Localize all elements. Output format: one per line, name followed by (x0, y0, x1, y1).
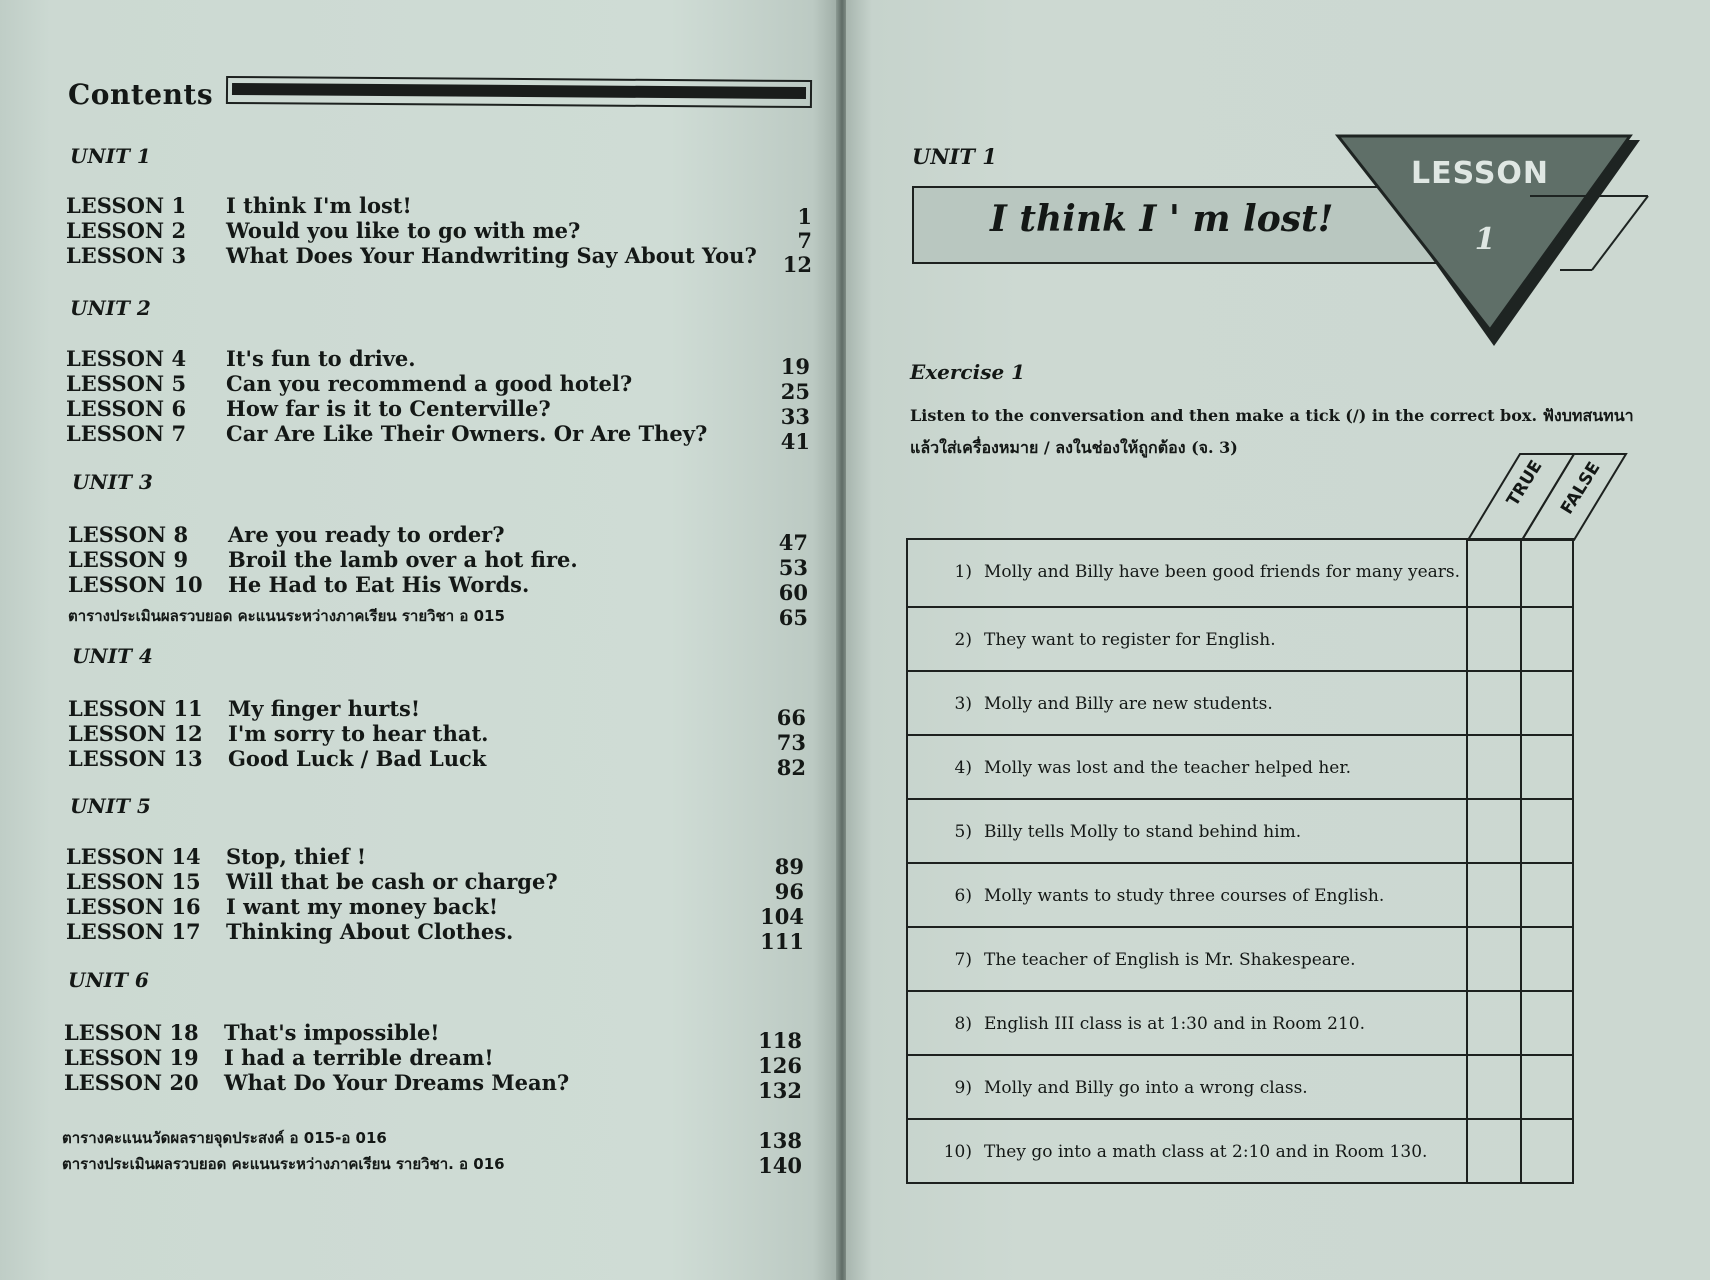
statement-text: Molly was lost and the teacher helped her. (984, 758, 1352, 778)
lesson-number: LESSON 10 (68, 572, 203, 597)
true-checkbox[interactable] (1468, 992, 1522, 1054)
true-false-table (906, 538, 1574, 1184)
statement-cell (908, 672, 1468, 734)
toc-entry[interactable] (66, 346, 812, 371)
page-number: 41 (780, 429, 810, 454)
unit-1-label: UNIT 1 (70, 144, 151, 168)
toc-entry[interactable] (68, 696, 814, 721)
false-checkbox[interactable] (1522, 928, 1576, 990)
lesson-number: LESSON 9 (68, 547, 189, 572)
false-column-header: FALSE (1557, 458, 1605, 518)
toc-entry[interactable] (68, 746, 814, 771)
statement-cell (908, 1120, 1468, 1182)
statement-cell (908, 540, 1468, 606)
statement-cell (908, 800, 1468, 862)
toc-entry[interactable] (68, 522, 814, 547)
statement-cell (908, 608, 1468, 670)
lesson-title: Are you ready to order? (228, 522, 505, 547)
statement-number: 7) (954, 950, 972, 970)
lesson-number: LESSON 11 (68, 696, 203, 721)
page-number: 140 (758, 1153, 802, 1178)
lesson-number: LESSON 7 (66, 421, 187, 446)
lesson-number: LESSON 14 (66, 844, 201, 869)
statement-text: Molly and Billy have been good friends for many years. (984, 562, 1461, 582)
page-number: 89 (774, 854, 804, 879)
false-checkbox[interactable] (1522, 540, 1576, 606)
statement-text: They go into a math class at 2:10 and in Room 130. (984, 1142, 1428, 1162)
false-checkbox[interactable] (1522, 608, 1576, 670)
statement-number: 5) (954, 822, 972, 842)
true-checkbox[interactable] (1468, 608, 1522, 670)
statement-text: The teacher of English is Mr. Shakespeare. (984, 950, 1356, 970)
lesson-number: LESSON 20 (64, 1070, 199, 1095)
statement-row (908, 990, 1572, 1054)
page-number: 104 (760, 904, 804, 929)
lesson-number: LESSON 2 (66, 218, 187, 243)
toc-entry[interactable] (68, 547, 814, 572)
toc-entry[interactable] (64, 1045, 810, 1070)
false-checkbox[interactable] (1522, 1056, 1576, 1118)
false-checkbox[interactable] (1522, 992, 1576, 1054)
toc-entry[interactable] (66, 243, 812, 268)
toc-entry[interactable] (68, 572, 814, 597)
lesson-title: I had a terrible dream! (224, 1045, 494, 1070)
statement-text: They want to register for English. (984, 630, 1276, 650)
lesson-title: My finger hurts! (228, 696, 421, 721)
lesson-number: LESSON 18 (64, 1020, 199, 1045)
true-false-header (1460, 448, 1640, 542)
statement-cell (908, 736, 1468, 798)
page-number: 118 (758, 1028, 802, 1053)
lesson-number: LESSON 6 (66, 396, 187, 421)
lesson-title: Car Are Like Their Owners. Or Are They? (226, 421, 708, 446)
unit-3-label: UNIT 3 (72, 470, 153, 494)
page-number: 96 (774, 879, 804, 904)
page-number: 53 (778, 555, 808, 580)
page-number: 60 (778, 580, 808, 605)
statement-number: 1) (954, 562, 972, 582)
page-number: 82 (776, 755, 806, 780)
statement-row (908, 862, 1572, 926)
lesson-title: How far is it to Centerville? (226, 396, 551, 421)
page-number: 1 (797, 204, 812, 229)
lesson-number: LESSON 12 (68, 721, 203, 746)
statement-cell (908, 864, 1468, 926)
objectives-score-table-entry[interactable]: ตารางคะแนนวัดผลรายจุดประสงค์ อ 015-อ 016 (62, 1129, 387, 1147)
toc-entry[interactable] (66, 919, 812, 944)
page-number: 132 (758, 1078, 802, 1103)
toc-entry[interactable] (66, 371, 812, 396)
page-number: 33 (780, 404, 810, 429)
lesson-title: Stop, thief ! (226, 844, 367, 869)
toc-entry[interactable] (66, 844, 812, 869)
statement-number: 9) (954, 1078, 972, 1098)
statement-row (908, 1118, 1572, 1182)
lesson-title: I think I'm lost! (226, 193, 412, 218)
statement-row (908, 606, 1572, 670)
false-checkbox[interactable] (1522, 736, 1576, 798)
statement-row (908, 670, 1572, 734)
lesson-title: Will that be cash or charge? (226, 869, 558, 894)
lesson-title: It's fun to drive. (226, 346, 416, 371)
toc-entry[interactable] (66, 894, 812, 919)
statement-number: 10) (943, 1142, 972, 1162)
lesson-title: I want my money back! (226, 894, 499, 919)
true-column-header: TRUE (1503, 456, 1547, 510)
true-checkbox[interactable] (1468, 672, 1522, 734)
page-number: 73 (776, 730, 806, 755)
lesson-number: LESSON 16 (66, 894, 201, 919)
true-checkbox[interactable] (1468, 800, 1522, 862)
lesson-badge-word: LESSON (1410, 156, 1550, 191)
unit-label: UNIT 1 (912, 144, 997, 169)
unit-5-label: UNIT 5 (70, 794, 151, 818)
statement-text: Billy tells Molly to stand behind him. (984, 822, 1302, 842)
statement-cell (908, 992, 1468, 1054)
toc-entry[interactable] (66, 396, 812, 421)
page-number: 66 (776, 705, 806, 730)
page-number: 126 (758, 1053, 802, 1078)
true-checkbox[interactable] (1468, 1120, 1522, 1182)
lesson-title: What Does Your Handwriting Say About You? (226, 243, 757, 268)
statement-number: 6) (954, 886, 972, 906)
lesson-title: Good Luck / Bad Luck (228, 746, 487, 771)
lesson-title: Broil the lamb over a hot fire. (228, 547, 578, 572)
statement-number: 3) (954, 694, 972, 714)
true-checkbox[interactable] (1468, 1056, 1522, 1118)
unit-6-label: UNIT 6 (68, 968, 149, 992)
statement-text: Molly and Billy are new students. (984, 694, 1273, 714)
lesson-title: I think I ' m lost! (990, 198, 1334, 240)
lesson-number: LESSON 4 (66, 346, 187, 371)
toc-entry[interactable] (68, 721, 814, 746)
lesson-number: LESSON 3 (66, 243, 187, 268)
toc-entry[interactable] (66, 193, 812, 218)
lesson-title: Thinking About Clothes. (226, 919, 514, 944)
lesson-title: He Had to Eat His Words. (228, 572, 530, 597)
lesson-title: Can you recommend a good hotel? (226, 371, 633, 396)
unit-4-label: UNIT 4 (72, 644, 153, 668)
lesson-number: LESSON 1 (66, 193, 187, 218)
lesson-badge-number: 1 (1474, 222, 1496, 257)
false-checkbox[interactable] (1522, 1120, 1576, 1182)
toc-entry[interactable] (66, 869, 812, 894)
contents-title-bar (226, 76, 812, 108)
page-number: 12 (782, 252, 812, 277)
lesson-number: LESSON 15 (66, 869, 201, 894)
statement-text: Molly wants to study three courses of English. (984, 886, 1385, 906)
page-number: 65 (778, 605, 808, 630)
toc-entry[interactable] (64, 1070, 810, 1095)
statement-number: 2) (954, 630, 972, 650)
contents-page (0, 0, 838, 1280)
lesson-title: Would you like to go with me? (226, 218, 581, 243)
lesson-title: What Do Your Dreams Mean? (224, 1070, 570, 1095)
page-number: 25 (780, 379, 810, 404)
assessment-table-entry[interactable]: ตารางประเมินผลรวบยอด คะแนนระหว่างภาคเรียน รายวิชา. อ 016 (62, 1155, 505, 1173)
page-number: 47 (778, 530, 808, 555)
statement-row (908, 734, 1572, 798)
statement-text: Molly and Billy go into a wrong class. (984, 1078, 1308, 1098)
false-checkbox[interactable] (1522, 800, 1576, 862)
exercise-title: Exercise 1 (910, 360, 1026, 384)
page-number: 7 (797, 228, 812, 253)
lesson-title: I'm sorry to hear that. (228, 721, 489, 746)
true-checkbox[interactable] (1468, 736, 1522, 798)
statement-number: 8) (954, 1014, 972, 1034)
lesson-number: LESSON 8 (68, 522, 189, 547)
unit-2-label: UNIT 2 (70, 296, 151, 320)
statement-row (908, 540, 1572, 606)
true-checkbox[interactable] (1468, 864, 1522, 926)
statement-cell (908, 1056, 1468, 1118)
toc-entry[interactable] (66, 421, 812, 446)
false-checkbox[interactable] (1522, 672, 1576, 734)
statement-cell (908, 928, 1468, 990)
false-checkbox[interactable] (1522, 864, 1576, 926)
lesson-number: LESSON 5 (66, 371, 187, 396)
lesson-number: LESSON 17 (66, 919, 201, 944)
lesson-number: LESSON 13 (68, 746, 203, 771)
statement-text: English III class is at 1:30 and in Room 210. (984, 1014, 1366, 1034)
statement-row (908, 798, 1572, 862)
true-checkbox[interactable] (1468, 540, 1522, 606)
assessment-table-entry[interactable]: ตารางประเมินผลรวบยอด คะแนนระหว่างภาคเรียน รายวิชา อ 015 (68, 607, 505, 625)
page-number: 19 (780, 354, 810, 379)
statement-row (908, 926, 1572, 990)
page-number: 111 (760, 929, 804, 954)
page-number: 138 (758, 1128, 802, 1153)
true-checkbox[interactable] (1468, 928, 1522, 990)
statement-number: 4) (954, 758, 972, 778)
lesson-title: That's impossible! (224, 1020, 440, 1045)
exercise-instruction: Listen to the conversation and then make a tick (/) in the correct box. ฟังบทสนทนา แล้วใส่เครื่องหมาย / ลงในช่องให้ถูกต้อง (จ. 3) (910, 406, 1634, 457)
lesson-number: LESSON 19 (64, 1045, 199, 1070)
statement-row (908, 1054, 1572, 1118)
contents-title: Contents (68, 78, 214, 111)
toc-entry[interactable] (64, 1020, 810, 1045)
toc-entry[interactable] (66, 218, 812, 243)
